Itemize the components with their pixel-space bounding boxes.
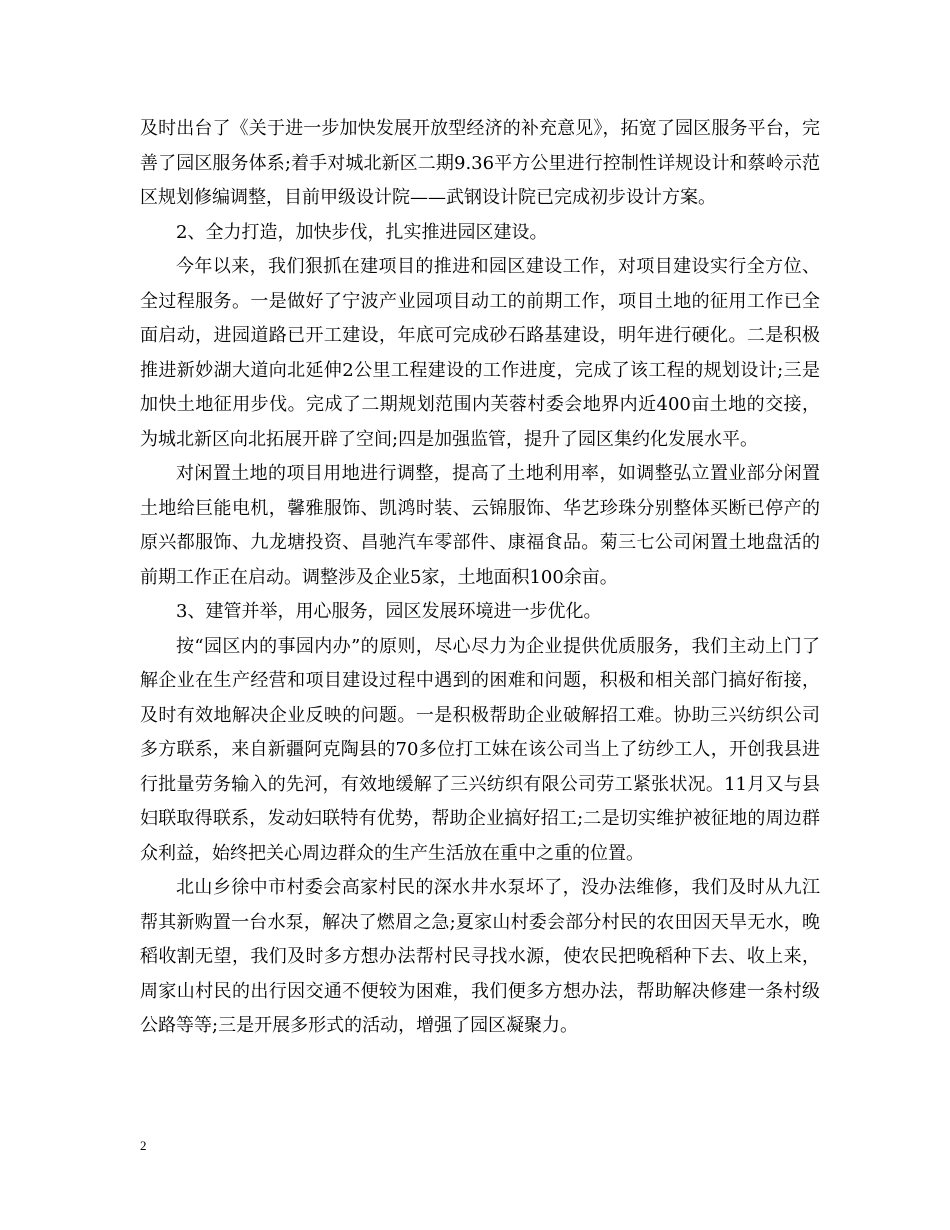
paragraph-enterprise-service: 按“园区内的事园内办”的原则，尽心尽力为企业提供优质服务，我们主动上门了解企业在生产经营和项目建设过程中遇到的困难和问题，积极和相关部门搞好衔接，及时有效地解决企业反映的问题。一是积极帮助企业破解招工难。协助三兴纺织公司多方联系，来自新疆阿克陶县的70多位打工妹在该公司当上了纺纱工人，开创我县进行批量劳务输入的先河，有效地缓解了三兴纺织有限公司劳工紧张状况。11月又与县妇联取得联系，发动妇联特有优势，帮助企业搞好招工;二是切实维护被征地的周边群众利益，始终把关心周边群众的生产生活放在重中之重的位置。 [140, 635, 820, 864]
page-number: 2 [140, 1138, 147, 1153]
paragraph-project-construction: 今年以来，我们狠抓在建项目的推进和园区建设工作，对项目建设实行全方位、全过程服务。一是做好了宁波产业园项目动工的前期工作，项目土地的征用工作已全面启动，进园道路已开工建设，年底可完成砂石路基建设，明年进行硬化。二是积极推进新妙湖大道向北延伸2公里工程建设的工作进度，完成了该工程的规划设计;三是加快土地征用步伐。完成了二期规划范围内芙蓉村委会地界内近400亩土地的交接，为城北新区向北拓展开辟了空间;四是加强监管，提升了园区集约化发展水平。 [140, 256, 820, 450]
section-heading-2: 2、全力打造，加快步伐，扎实推进园区建设。 [176, 221, 548, 243]
paragraph-idle-land: 对闲置土地的项目用地进行调整，提高了土地利用率，如调整弘立置业部分闲置土地给巨能电机，馨雅服饰、凯鸿时装、云锦服饰、华艺珍珠分别整体买断已停产的原兴都服饰、九龙塘投资、昌驰汽车零部件、康福食品。菊三七公司闲置土地盘活的前期工作正在启动。调整涉及企业5家，土地面积100余亩。 [140, 463, 820, 588]
paragraph-village-support: 北山乡徐中市村委会高家村民的深水井水泵坏了，没办法维修，我们及时从九江帮其新购置一台水泵，解决了燃眉之急;夏家山村委会部分村民的农田因天旱无水，晚稻收割无望，我们及时多方想办法帮村民寻找水源，使农民把晚稻种下去、收上来，周家山村民的出行因交通不便较为困难，我们便多方想办法，帮助解决修建一条村级公路等等;三是开展多形式的活动，增强了园区凝聚力。 [140, 877, 820, 1036]
document-body [140, 112, 820, 1044]
section-heading-3: 3、建管并举，用心服务，园区发展环境进一步优化。 [176, 601, 602, 622]
paragraph-continuation: 及时出台了《关于进一步加快发展开放型经济的补充意见》，拓宽了园区服务平台，完善了园区服务体系;着手对城北新区二期9.36平方公里进行控制性详规设计和蔡岭示范区规划修编调整，目前甲级设计院——武钢设计院已完成初步设计方案。 [140, 118, 820, 208]
